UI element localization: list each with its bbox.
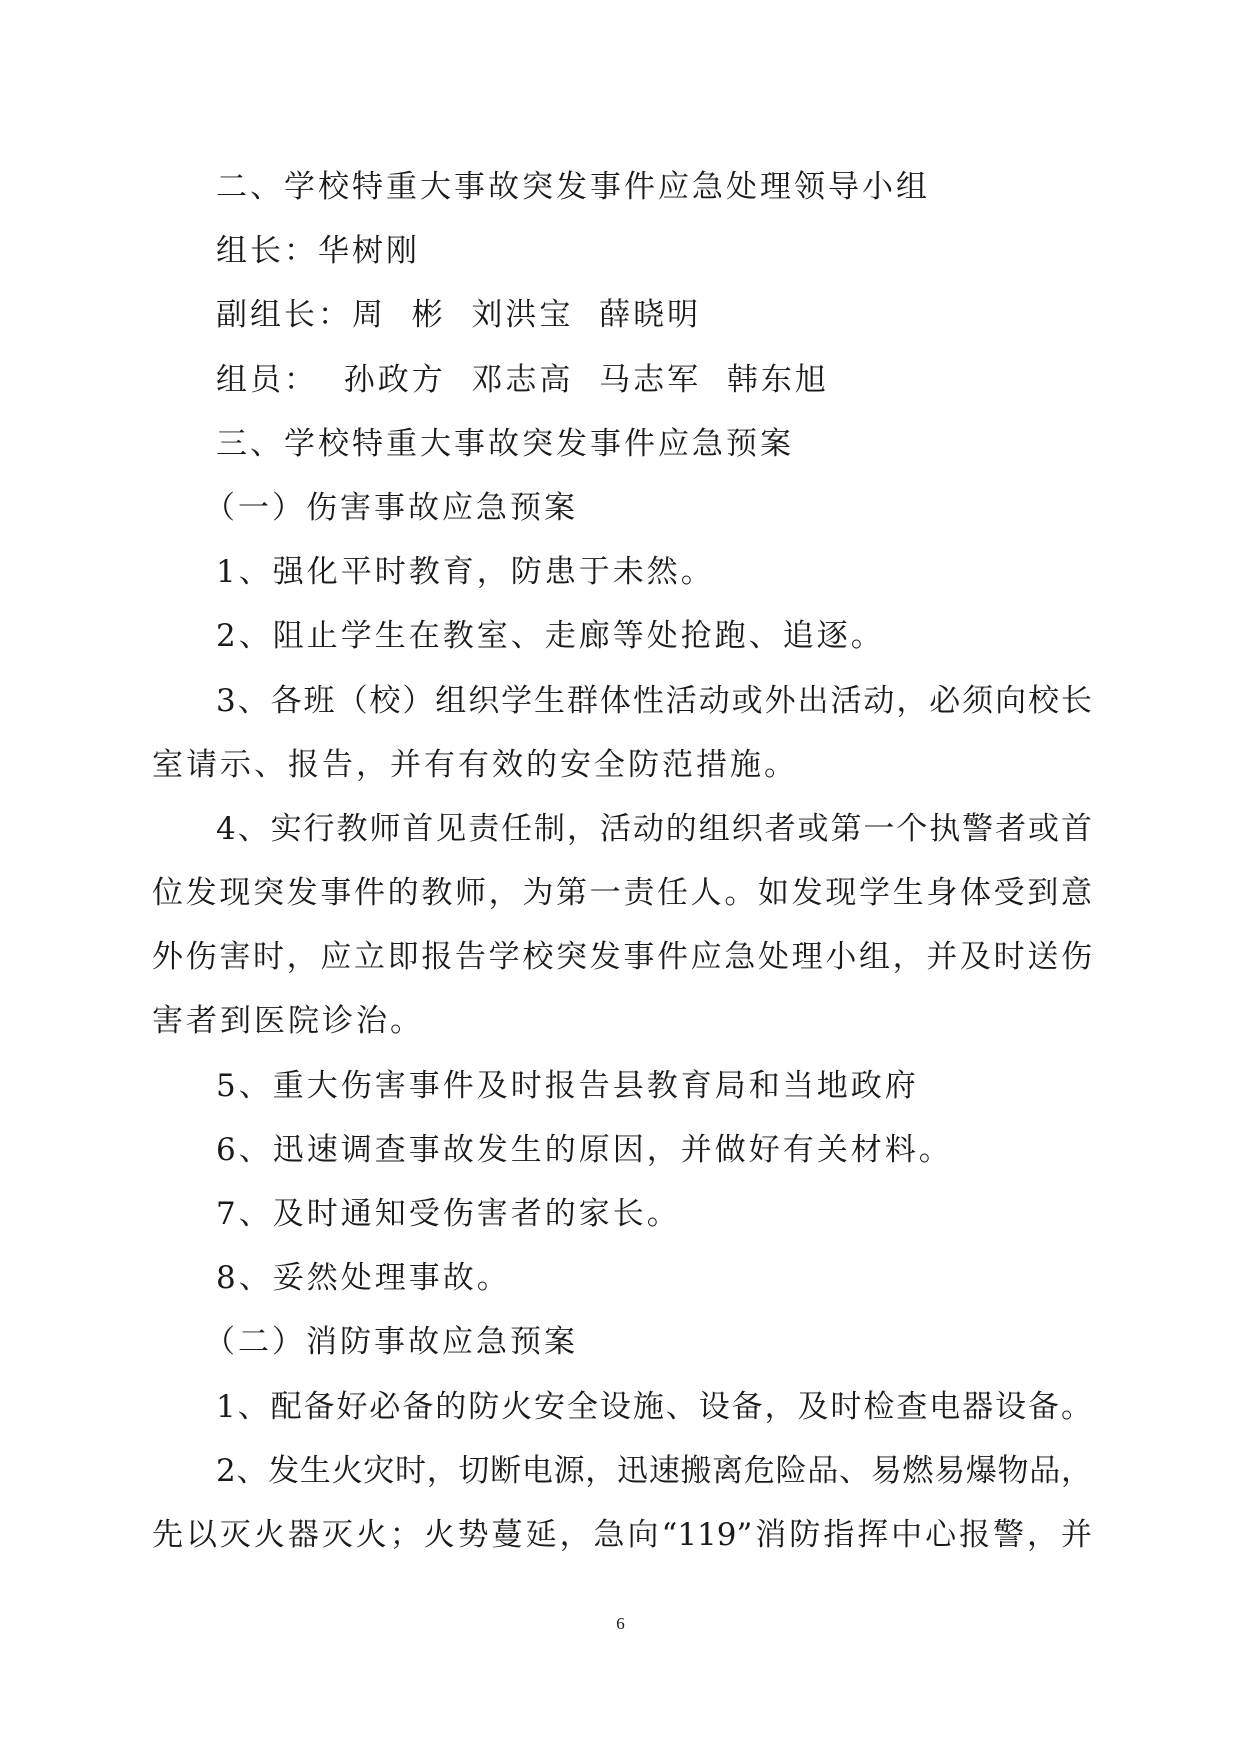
deputy-leaders-line: 副组长：周 彬 刘洪宝 薛晓明: [216, 297, 702, 334]
section-heading-leadership-group: 二、学校特重大事故突发事件应急处理领导小组: [216, 169, 930, 205]
injury-item-8: 8、妥然处理事故。: [216, 1260, 511, 1297]
page-number: 6: [616, 1614, 625, 1633]
injury-item-4-line-4: 害者到医院诊治。: [152, 1003, 424, 1040]
injury-item-7: 7、及时通知受伤害者的家长。: [216, 1196, 681, 1232]
injury-item-6: 6、迅速调查事故发生的原因，并做好有关材料。: [216, 1131, 953, 1168]
fire-item-2-line-2: 先以灭火器灭火；火势蔓延，急向“119”消防指挥中心报警，并: [152, 1516, 1092, 1553]
injury-item-4-line-2: 位发现突发事件的教师，为第一责任人。如发现学生身体受到意: [152, 875, 1092, 912]
subsection-heading-fire: （二）消防事故应急预案: [204, 1324, 578, 1361]
injury-item-3-line-1: 3、各班（校）组织学生群体性活动或外出活动，必须向校长: [216, 682, 1092, 719]
fire-item-2-line-1: 2、发生火灾时，切断电源，迅速搬离危险品、易燃易爆物品，: [216, 1452, 1092, 1489]
group-leader-line: 组长：华树刚: [216, 233, 420, 270]
injury-item-5: 5、重大伤害事件及时报告县教育局和当地政府: [216, 1067, 919, 1104]
subsection-heading-injury: （一）伤害事故应急预案: [204, 489, 578, 526]
injury-item-3-line-2: 室请示、报告，并有有效的安全防范措施。: [152, 746, 798, 783]
fire-item-1: 1、配备好必备的防火安全设施、设备，及时检查电器设备。: [216, 1388, 1092, 1425]
injury-item-2: 2、阻止学生在教室、走廊等处抢跑、追逐。: [216, 618, 885, 655]
injury-item-4-line-1: 4、实行教师首见责任制，活动的组织者或第一个执警者或首: [216, 810, 1092, 847]
injury-item-1: 1、强化平时教育，防患于未然。: [216, 554, 715, 591]
document-body: [152, 155, 1092, 1567]
injury-item-4-line-3: 外伤害时，应立即报告学校突发事件应急处理小组，并及时送伤: [152, 939, 1092, 976]
section-heading-emergency-plan: 三、学校特重大事故突发事件应急预案: [216, 425, 794, 462]
group-members-line: 组员： 孙政方 邓志高 马志军 韩东旭: [216, 361, 829, 398]
